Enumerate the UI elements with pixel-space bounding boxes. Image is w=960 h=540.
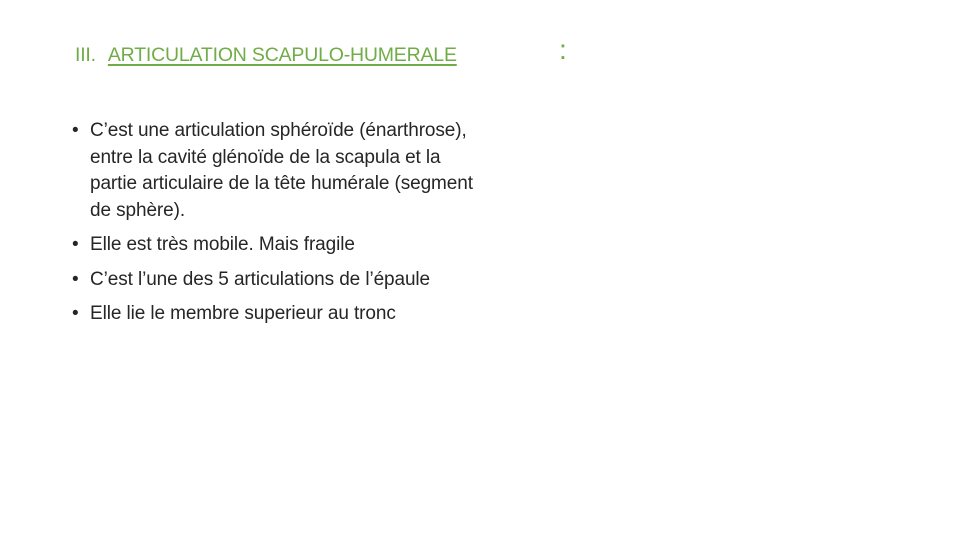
title-colon: :	[559, 34, 567, 65]
bullet-text: Elle est très mobile. Mais fragile	[90, 234, 355, 255]
title-text: ARTICULATION SCAPULO-HUMERALE	[107, 44, 457, 66]
bullet-text: Elle lie le membre superieur au tronc	[90, 303, 396, 324]
bullet-dot-icon: •	[72, 234, 79, 255]
bullet-list	[72, 118, 492, 336]
bullet-dot-icon: •	[72, 268, 79, 290]
bullet-item	[72, 118, 492, 224]
bullet-item	[72, 301, 492, 328]
slide-title	[75, 34, 567, 67]
title-number: III.	[75, 44, 96, 66]
bullet-text: C’est l’une des 5 articulations de l’épaule	[90, 268, 431, 290]
bullet-dot-icon: •	[72, 120, 79, 141]
bullet-dot-icon: •	[72, 303, 79, 324]
bullet-item	[72, 267, 492, 294]
bullet-item	[72, 232, 492, 259]
bullet-text: C’est une articulation sphéroïde (énarthrose), entre la cavité glénoïde de la scapula et la partie articulaire de la tête humérale (segment de sphère).	[90, 120, 473, 221]
